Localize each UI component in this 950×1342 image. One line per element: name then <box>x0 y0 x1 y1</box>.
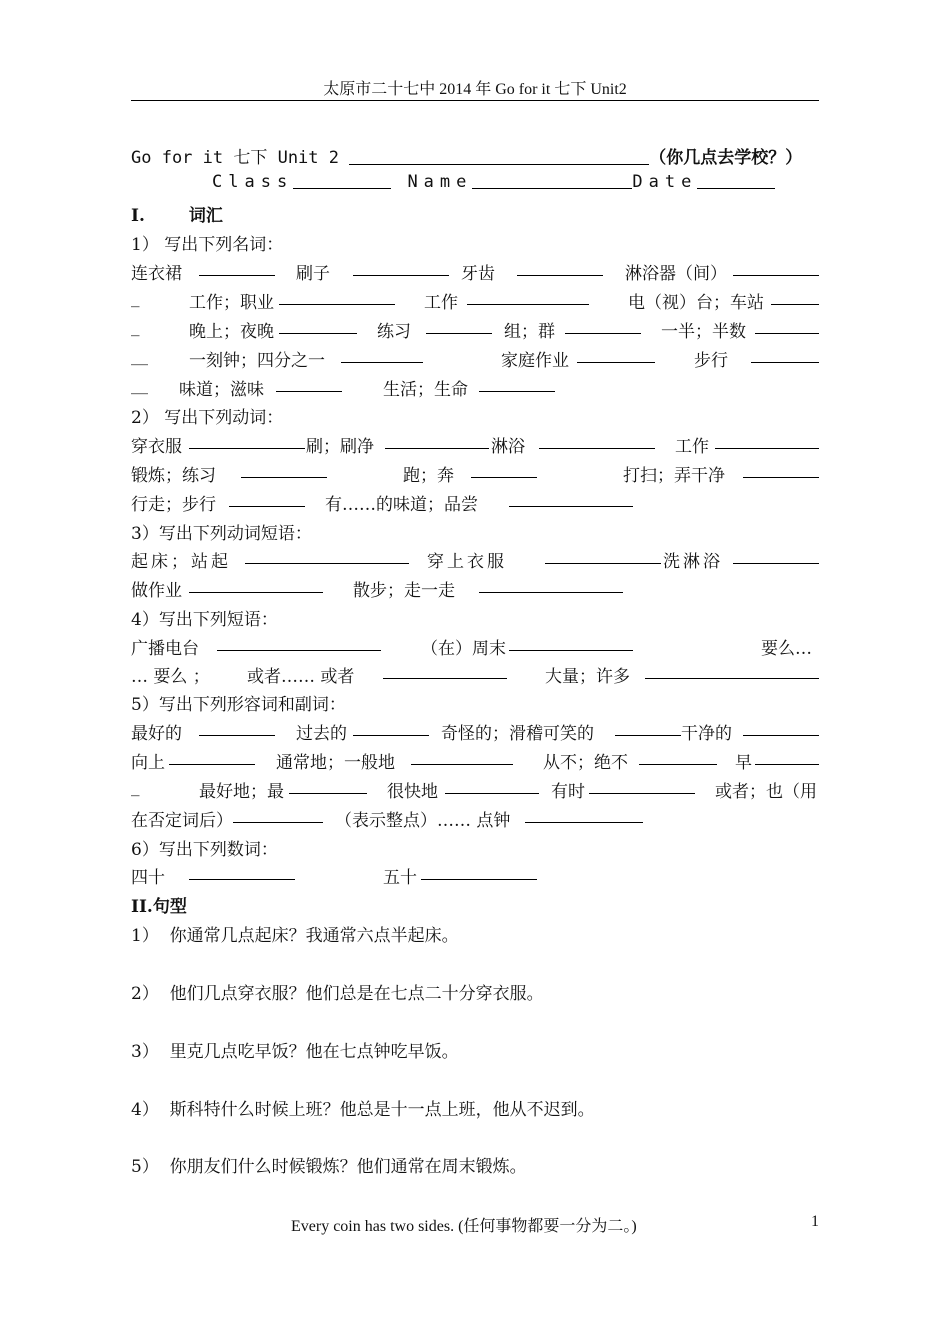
prompt: 工作；职业 <box>189 293 274 313</box>
answer-blank[interactable] <box>383 678 507 679</box>
prompt: 练习 <box>377 322 411 342</box>
answer-blank[interactable] <box>233 822 323 823</box>
sentence-item <box>131 979 819 1005</box>
prompt: 四十 <box>131 868 165 888</box>
instruction-text: 5）写出下列形容词和副词： <box>131 695 346 715</box>
prompt: 奇怪的；滑稽可笑的 <box>441 724 594 744</box>
vocab-line <box>131 748 819 774</box>
prompt: 味道；滋味 <box>179 380 264 400</box>
vocab-line <box>131 576 819 602</box>
sentence-text: 3） 里克几点吃早饭？他在七点钟吃早饭。 <box>131 1042 459 1062</box>
answer-blank[interactable] <box>751 362 819 363</box>
prompt: 向上 <box>131 753 165 773</box>
answer-blank[interactable] <box>189 879 295 880</box>
answer-blank[interactable] <box>539 448 655 449</box>
prompt: 散步；走一走 <box>353 581 455 601</box>
answer-blank[interactable] <box>189 592 323 593</box>
prompt: 早 <box>735 753 752 773</box>
sentence-item <box>131 921 819 947</box>
answer-blank[interactable] <box>421 879 537 880</box>
answer-blank[interactable] <box>509 650 633 651</box>
sentence-text: 4） 斯科特什么时候上班？他总是十一点上班，他从不迟到。 <box>131 1100 595 1120</box>
answer-blank[interactable] <box>509 506 633 507</box>
answer-blank[interactable] <box>229 506 305 507</box>
footer-motto: Every coin has two sides. (任何事物都要一分为二。) <box>291 1218 637 1235</box>
answer-blank[interactable] <box>517 275 603 276</box>
prompt: 步行 <box>694 351 728 371</box>
vocab-line <box>131 806 819 832</box>
prompt: 一半；半数 <box>661 322 746 342</box>
prompt: 在否定词后） <box>131 811 233 831</box>
instruction-text: 3）写出下列动词短语： <box>131 524 312 544</box>
prompt: 从不；绝不 <box>543 753 628 773</box>
prompt: 刷；刷净 <box>306 437 374 457</box>
vocab-line <box>131 719 819 745</box>
answer-blank[interactable] <box>479 592 623 593</box>
prompt: （表示整点）…… 点钟 <box>335 811 511 831</box>
sentence-text: 1） 你通常几点起床？我通常六点半起床。 <box>131 926 459 946</box>
prompt: _ <box>131 288 140 308</box>
prompt: 干净的 <box>681 724 732 744</box>
instruction-text: 2） 写出下列动词： <box>131 408 284 428</box>
prompt: 有时 <box>551 782 585 802</box>
prompt: 晚上；夜晚 <box>189 322 274 342</box>
sentence-item <box>131 1037 819 1063</box>
answer-blank[interactable] <box>755 333 819 334</box>
prompt: 淋浴 <box>491 437 525 457</box>
answer-blank[interactable] <box>645 678 819 679</box>
name-label: Name <box>407 172 473 192</box>
answer-blank[interactable] <box>715 448 819 449</box>
answer-blank[interactable] <box>589 793 695 794</box>
vocab-line <box>131 634 819 660</box>
prompt: 洗淋浴 <box>663 552 723 572</box>
instruction-verbs <box>131 403 819 429</box>
prompt: 淋浴器（间） <box>625 264 727 284</box>
prompt: 做作业 <box>131 581 182 601</box>
section-heading-sentences <box>131 892 187 917</box>
answer-blank[interactable] <box>733 563 819 564</box>
prompt: 行走；步行 <box>131 495 216 515</box>
answer-blank[interactable] <box>525 822 643 823</box>
instruction-text: 1） 写出下列名词： <box>131 235 284 255</box>
prompt: 最好地；最 <box>199 782 284 802</box>
sentence-text: 5） 你朋友们什么时候锻炼？他们通常在周末锻炼。 <box>131 1157 527 1177</box>
prompt: 工作 <box>675 437 709 457</box>
prompt: 或者；也（用 <box>715 782 817 802</box>
answer-blank[interactable] <box>743 735 819 736</box>
prompt: 刷子 <box>296 264 330 284</box>
answer-blank[interactable] <box>479 391 555 392</box>
answer-blank[interactable] <box>755 764 819 765</box>
answer-blank[interactable] <box>385 448 489 449</box>
answer-blank[interactable] <box>411 764 513 765</box>
answer-blank[interactable] <box>545 563 661 564</box>
prompt: 穿上衣服 <box>427 552 507 572</box>
prompt: 或者…… 或者 <box>247 667 355 687</box>
vocab-line <box>131 432 819 458</box>
vocab-line <box>131 288 819 314</box>
answer-blank[interactable] <box>279 304 395 305</box>
answer-blank[interactable] <box>577 362 655 363</box>
student-info-line <box>212 172 775 192</box>
class-field[interactable] <box>293 174 391 189</box>
date-field[interactable] <box>697 174 775 189</box>
sentence-item <box>131 1152 819 1178</box>
sentence-text: 2） 他们几点穿衣服？他们总是在七点二十分穿衣服。 <box>131 984 544 1004</box>
prompt: （在）周末 <box>421 639 506 659</box>
prompt: … 要么 ； <box>131 667 210 687</box>
section-number: I. <box>131 206 145 226</box>
instruction-verb-phrases <box>131 519 819 545</box>
answer-blank[interactable] <box>743 477 819 478</box>
instruction-adjectives <box>131 690 819 716</box>
prompt: 组；群 <box>504 322 555 342</box>
answer-blank[interactable] <box>565 333 641 334</box>
vocab-line <box>131 259 819 285</box>
answer-blank[interactable] <box>426 333 492 334</box>
prompt: _ <box>131 317 140 337</box>
answer-blank[interactable] <box>615 735 681 736</box>
instruction-numerals <box>131 835 819 861</box>
page-number: 1 <box>811 1213 819 1230</box>
instruction-text: 6）写出下列数词： <box>131 840 278 860</box>
answer-blank[interactable] <box>169 764 255 765</box>
answer-blank[interactable] <box>241 477 327 478</box>
class-label: Class <box>212 172 294 192</box>
answer-blank[interactable] <box>245 563 409 564</box>
section-number: II. <box>131 897 153 917</box>
prompt: 大量；许多 <box>545 667 630 687</box>
date-label: Date <box>632 172 698 192</box>
prompt: 五十 <box>383 868 417 888</box>
vocab-line <box>131 490 819 516</box>
prompt: 起床；站起 <box>131 552 231 572</box>
prompt: __ <box>131 346 148 366</box>
answer-blank[interactable] <box>276 391 342 392</box>
prompt: 生活；生命 <box>383 380 468 400</box>
answer-blank[interactable] <box>341 362 423 363</box>
prompt: 家庭作业 <box>501 351 569 371</box>
title-blank[interactable] <box>349 148 649 165</box>
prompt: 工作 <box>424 293 458 313</box>
vocab-line <box>131 346 819 372</box>
answer-blank[interactable] <box>353 735 429 736</box>
prompt: 锻炼；练习 <box>131 466 216 486</box>
prompt: __ <box>131 375 148 395</box>
answer-blank[interactable] <box>199 275 275 276</box>
name-field[interactable] <box>472 174 632 189</box>
worksheet-title <box>131 143 831 168</box>
sentence-item <box>131 1095 819 1121</box>
answer-blank[interactable] <box>471 477 537 478</box>
answer-blank[interactable] <box>467 304 589 305</box>
section-heading-vocab <box>131 201 223 226</box>
prompt: 电（视）台；车站 <box>628 293 764 313</box>
prompt: 打扫；弄干净 <box>623 466 725 486</box>
title-prefix: Go for it 七下 Unit 2 <box>131 148 350 168</box>
answer-blank[interactable] <box>217 650 381 651</box>
prompt: 有……的味道；品尝 <box>325 495 478 515</box>
title-suffix: （你几点去学校？） <box>649 148 803 168</box>
answer-blank[interactable] <box>199 735 275 736</box>
instruction-phrases <box>131 605 819 631</box>
answer-blank[interactable] <box>289 793 367 794</box>
vocab-line <box>131 461 819 487</box>
prompt: 通常地；一般地 <box>276 753 395 773</box>
vocab-line <box>131 863 819 889</box>
answer-blank[interactable] <box>771 304 819 305</box>
vocab-line <box>131 662 819 688</box>
prompt: 牙齿 <box>461 264 495 284</box>
prompt: 要么… <box>761 639 812 659</box>
answer-blank[interactable] <box>279 333 357 334</box>
vocab-line <box>131 375 819 401</box>
vocab-line <box>131 547 819 573</box>
vocab-line <box>131 317 819 343</box>
page-header <box>131 76 819 101</box>
section-title: 词汇 <box>188 206 223 226</box>
instruction-text: 4）写出下列短语： <box>131 610 278 630</box>
prompt: 最好的 <box>131 724 182 744</box>
header-text: 太原市二十七中 2014 年 Go for it 七下 Unit2 <box>323 81 627 98</box>
prompt: 穿衣服 <box>131 437 182 457</box>
prompt: 过去的 <box>296 724 347 744</box>
prompt: 一刻钟；四分之一 <box>189 351 325 371</box>
prompt: 广播电台 <box>131 639 199 659</box>
prompt: _ <box>131 777 140 797</box>
answer-blank[interactable] <box>639 764 717 765</box>
answer-blank[interactable] <box>353 275 449 276</box>
answer-blank[interactable] <box>189 448 305 449</box>
instruction-nouns <box>131 230 819 256</box>
prompt: 很快地 <box>387 782 438 802</box>
prompt: 连衣裙 <box>131 264 182 284</box>
section-title: 句型 <box>152 897 187 917</box>
page-footer <box>131 1213 819 1237</box>
answer-blank[interactable] <box>733 275 819 276</box>
prompt: 跑；奔 <box>403 466 454 486</box>
answer-blank[interactable] <box>445 793 539 794</box>
vocab-line <box>131 777 819 803</box>
